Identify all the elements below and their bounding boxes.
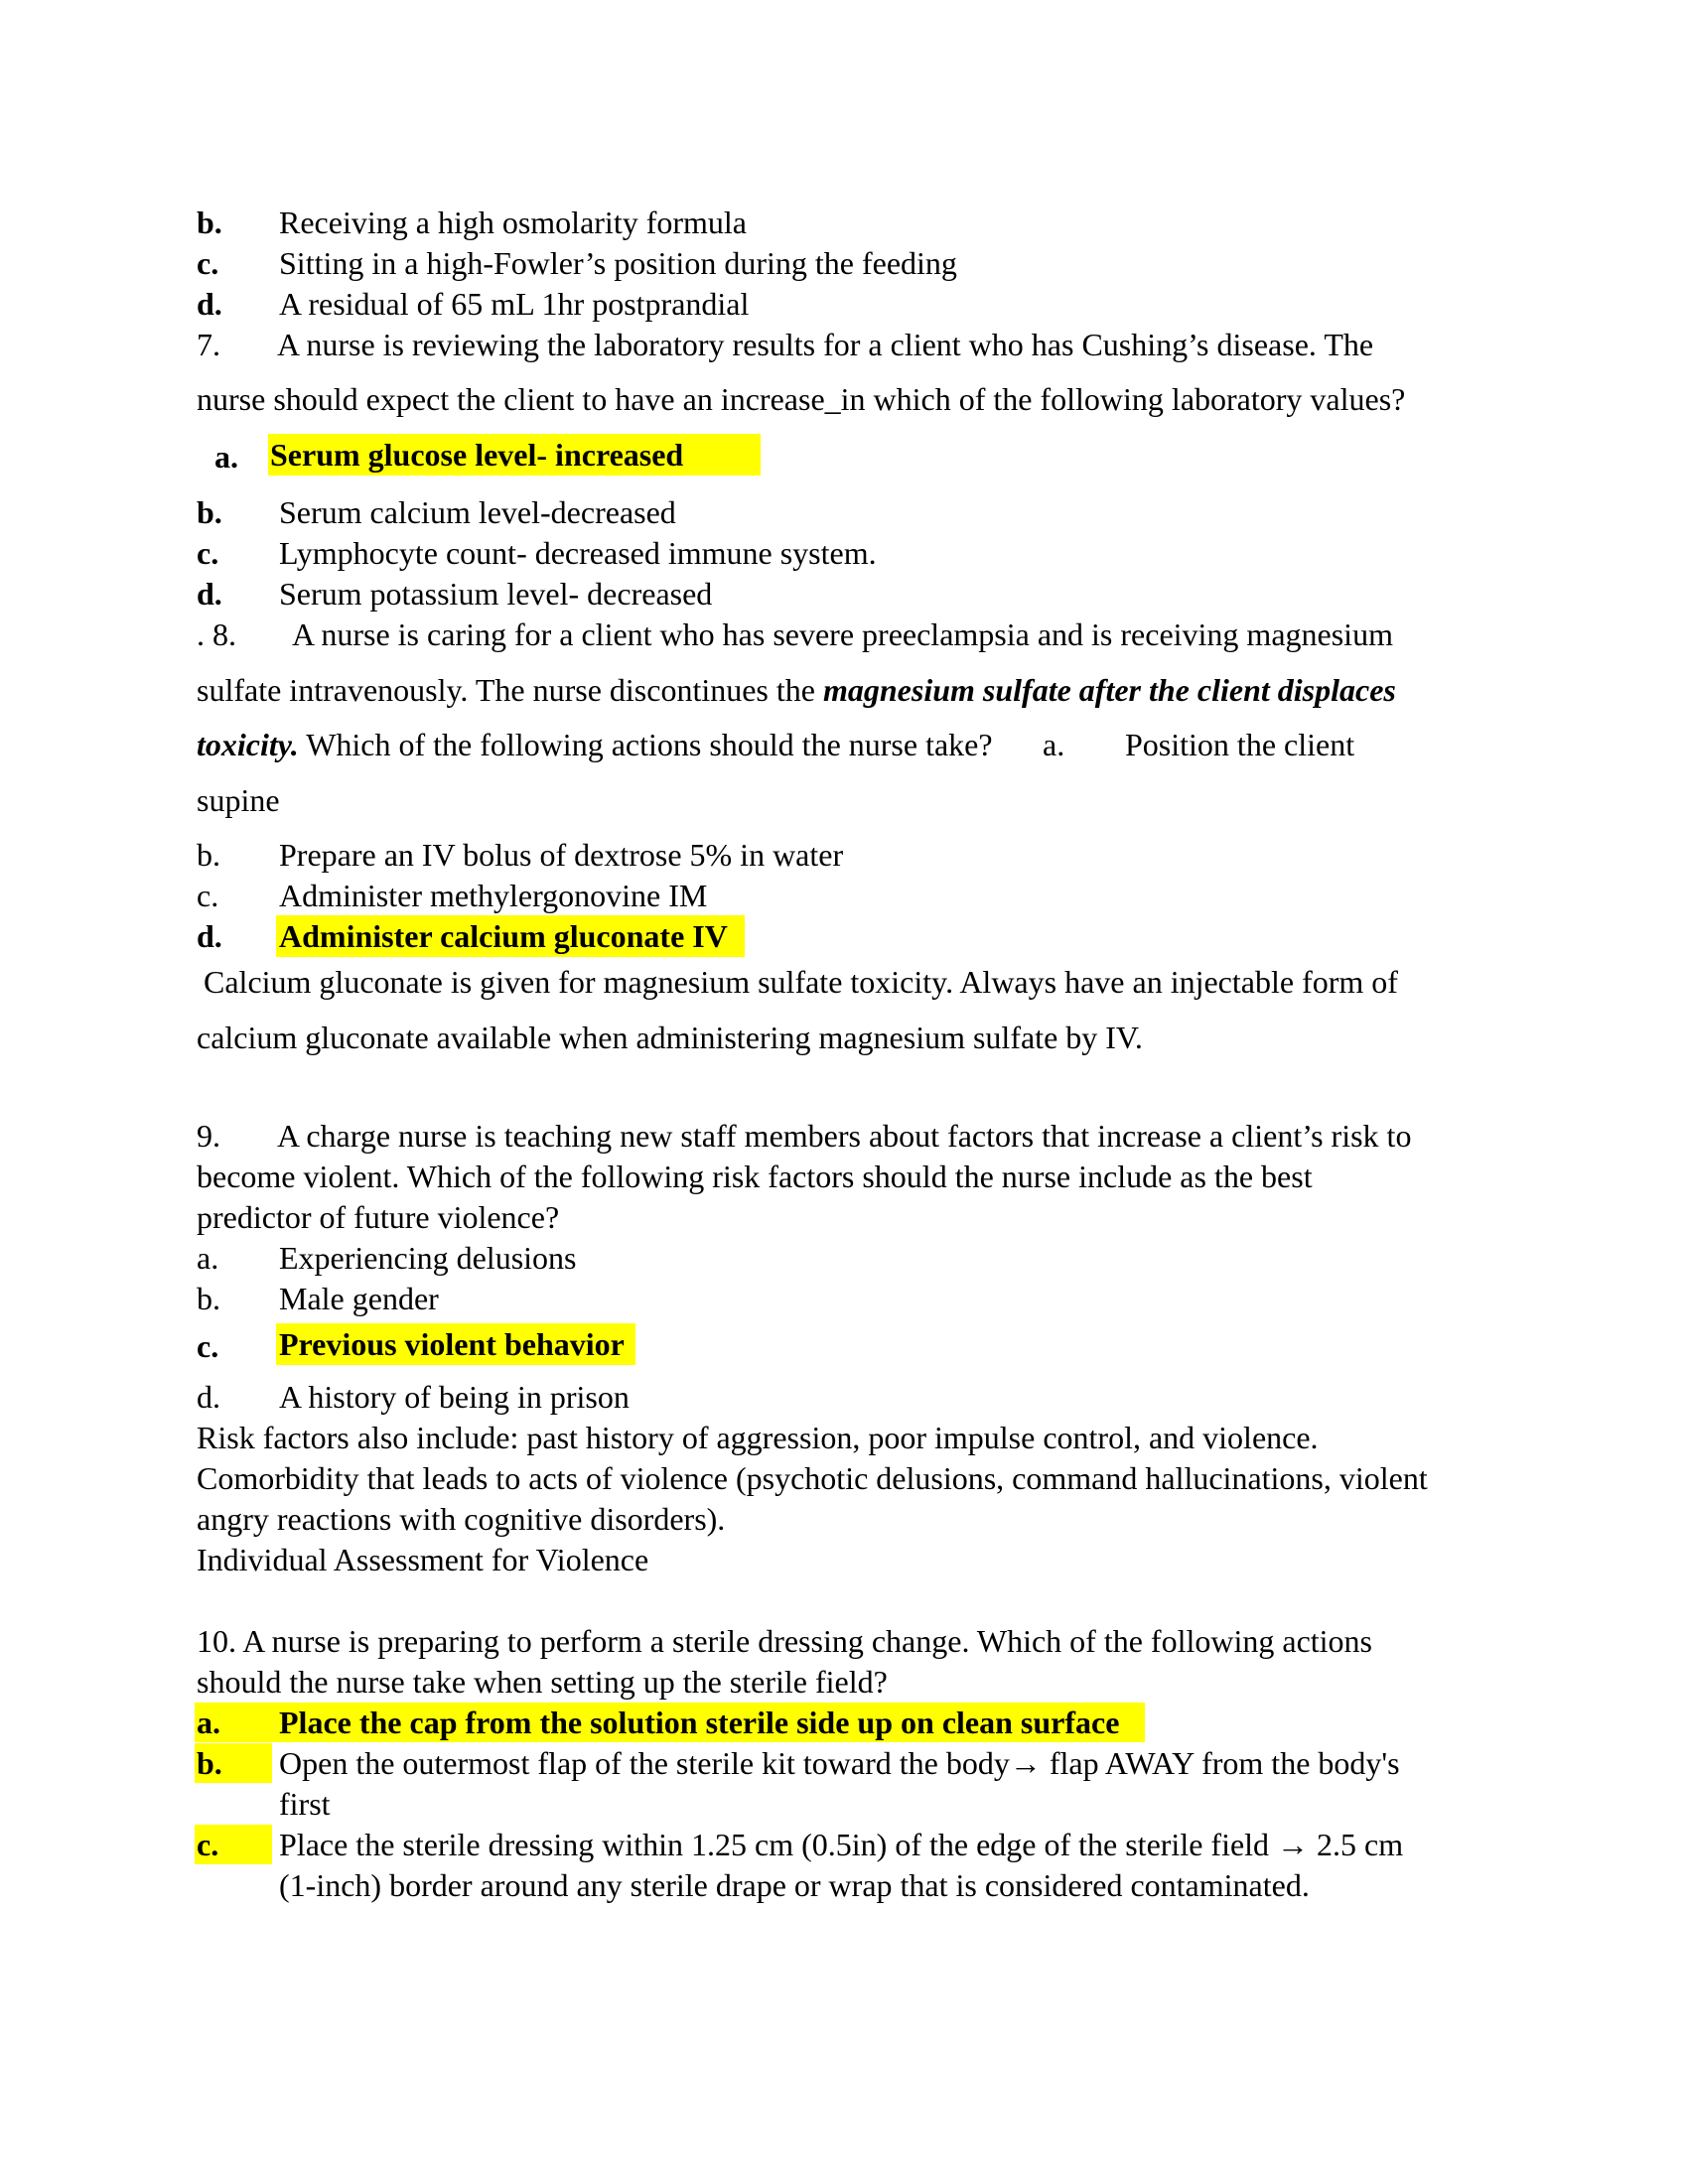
q9-answer-text: Previous violent behavior [279,1326,625,1362]
q9-stem-line2: become violent. Which of the following risk factors should the nurse include as the best [197,1159,1313,1194]
q9-option-b-text: Male gender [279,1281,439,1316]
q6-option-b-text: Receiving a high osmolarity formula [279,205,747,240]
q10-stem-line1: 10. A nurse is preparing to perform a sterile dressing change. Which of the following actions [197,1623,1372,1659]
q8-stem-line3-emph: toxicity. [197,727,299,762]
q9-rationale-line4: Individual Assessment for Violence [197,1542,649,1577]
q8-number: . 8. [197,616,236,652]
q9-option-d-letter: d. [197,1379,220,1415]
q6-option-c-text: Sitting in a high-Fowler’s position during the feeding [279,245,957,281]
q7-option-d-text: Serum potassium level- decreased [279,576,713,612]
q10-option-c-cont: (1-inch) border around any sterile drape or wrap that is considered contaminated. [279,1867,1310,1903]
q8-stem-line3-plain: Which of the following actions should the nurse take? [298,727,993,762]
q7-option-c-text: Lymphocyte count- decreased immune system. [279,535,877,571]
q9-stem-line3: predictor of future violence? [197,1199,560,1235]
q7-answer-letter: a. [214,439,238,475]
q8-stem-line2-emph: magnesium sulfate after the client displaces [822,672,1396,708]
q8-answer-text: Administer calcium gluconate IV [279,918,728,954]
q8-option-a-cont: supine [197,782,280,818]
q8-rationale-line2: calcium gluconate available when administering magnesium sulfate by IV. [197,1020,1143,1055]
q9-answer-letter: c. [197,1328,219,1364]
q8-option-c-letter: c. [197,878,219,913]
q8-stem-line2 [197,670,1396,710]
q9-option-b-letter: b. [197,1281,220,1316]
q8-rationale-line1: Calcium gluconate is given for magnesium sulfate toxicity. Always have an injectable form of [204,964,1398,1000]
q9-rationale-line1: Risk factors also include: past history of aggression, poor impulse control, and violence. [197,1420,1319,1455]
q8-stem-line2-plain: sulfate intravenously. The nurse discontinues the [197,672,823,708]
q7-option-c-letter: c. [197,535,219,571]
q7-option-b-text: Serum calcium level-decreased [279,494,676,530]
q8-answer-letter: d. [197,918,222,954]
q8-option-a-text: Position the client [1125,727,1355,762]
q7-option-b-letter: b. [197,494,222,530]
q8-option-b-text: Prepare an IV bolus of dextrose 5% in water [279,837,844,873]
q10-option-b-letter: b. [197,1745,222,1781]
q8-option-a-letter: a. [1043,727,1065,762]
q9-option-a-text: Experiencing delusions [279,1240,577,1276]
q10-stem-line2: should the nurse take when setting up the sterile field? [197,1664,888,1700]
q8-stem-line3 [197,725,993,764]
q9-option-a-letter: a. [197,1240,219,1276]
q10-option-a-text: Place the cap from the solution sterile side up on clean surface [279,1705,1120,1740]
q8-option-b-letter: b. [197,837,220,873]
q10-option-c-text: Place the sterile dressing within 1.25 cm (0.5in) of the edge of the sterile field → 2.5 cm [279,1827,1404,1862]
q9-stem-line1: A charge nurse is teaching new staff members about factors that increase a client’s risk to [277,1118,1412,1154]
q10-option-c-letter: c. [197,1827,219,1862]
q7-answer-text: Serum glucose level- increased [270,437,684,473]
q9-rationale-line2: Comorbidity that leads to acts of violence (psychotic delusions, command hallucinations, violent [197,1460,1428,1496]
q7-option-d-letter: d. [197,576,222,612]
q8-stem-line1: A nurse is caring for a client who has severe preeclampsia and is receiving magnesium [292,616,1393,652]
q10-option-b-cont: first [279,1786,331,1822]
q8-option-c-text: Administer methylergonovine IM [279,878,708,913]
q9-rationale-line3: angry reactions with cognitive disorders). [197,1501,726,1537]
q10-option-b-text: Open the outermost flap of the sterile kit toward the body→ flap AWAY from the body's [279,1745,1400,1781]
q6-option-d-letter: d. [197,286,222,322]
q7-stem-line1: A nurse is reviewing the laboratory results for a client who has Cushing’s disease. The [277,327,1374,362]
q6-option-b-letter: b. [197,205,222,240]
q10-option-a-letter: a. [197,1705,220,1740]
q9-number: 9. [197,1118,220,1154]
q6-option-c-letter: c. [197,245,219,281]
q6-option-d-text: A residual of 65 mL 1hr postprandial [279,286,750,322]
q7-number: 7. [197,327,220,362]
q9-option-d-text: A history of being in prison [279,1379,630,1415]
q7-stem-line2: nurse should expect the client to have an increase_in which of the following laboratory values? [197,381,1406,417]
